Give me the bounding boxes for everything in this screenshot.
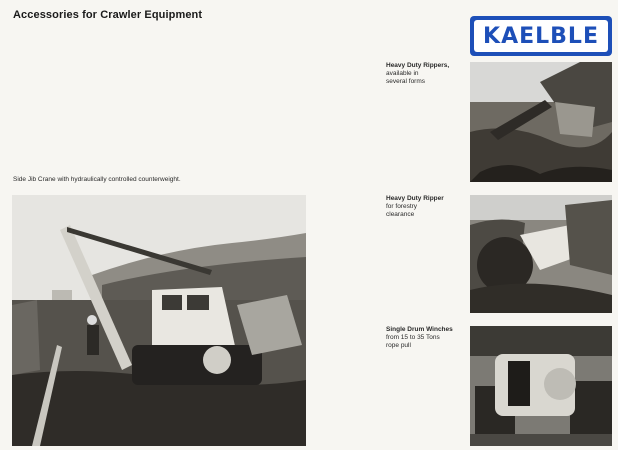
main-photo-caption: Side Jib Crane with hydraulically controlled counterweight. [13,176,181,183]
forestry-ripper-line-1: for forestry [386,203,418,210]
ripper-photo [470,62,612,182]
ripper-line-1: available in [386,70,419,77]
side-jib-crane-photo [12,195,306,446]
winch-photo [470,326,612,446]
winch-heading: Single Drum Winches [386,326,453,333]
page-title: Accessories for Crawler Equipment [13,9,203,21]
forestry-ripper-caption [386,195,444,219]
logo-text: KAELBLE [483,23,599,49]
ripper-line-2: several forms [386,78,426,85]
forestry-ripper-photo [470,195,612,313]
winch-line-1: from 15 to 35 Tons [386,334,440,341]
ripper-caption [386,62,449,86]
forestry-ripper-line-2: clearance [386,211,415,218]
ripper-heading: Heavy Duty Rippers, [386,62,450,69]
winch-caption [386,326,453,350]
forestry-ripper-heading: Heavy Duty Ripper [386,195,444,202]
kaelble-logo [470,16,612,56]
winch-line-2: rope pull [386,342,411,349]
